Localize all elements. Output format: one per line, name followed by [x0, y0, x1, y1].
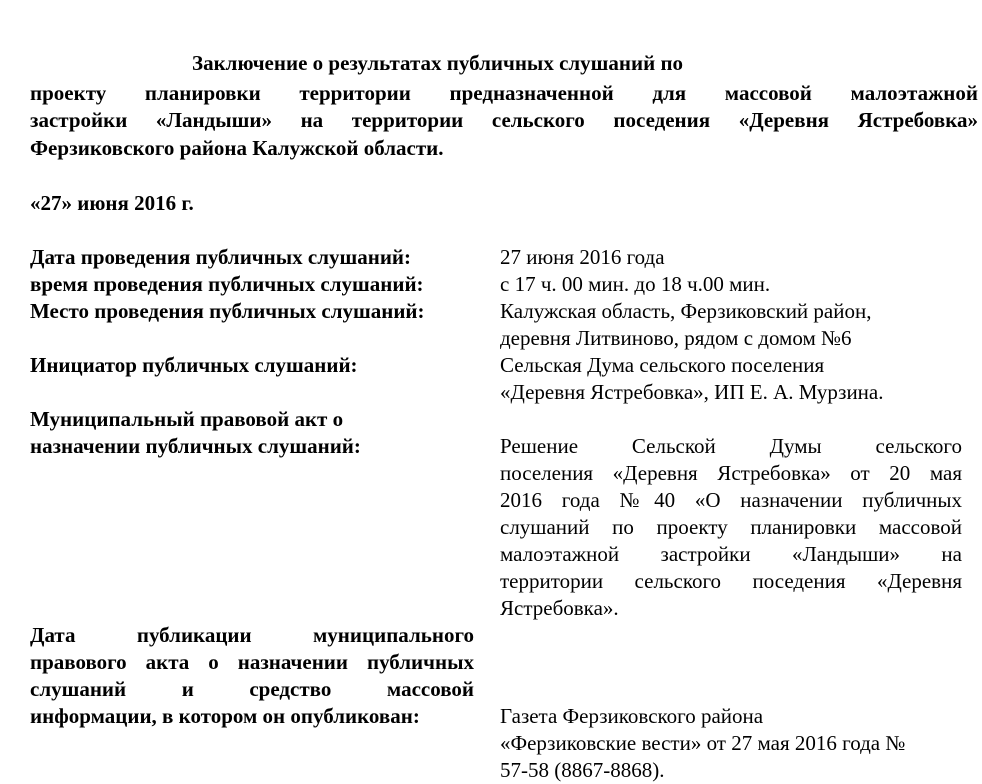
hearing-date-label: Дата проведения публичных слушаний:	[30, 245, 412, 269]
title-line-4: Ферзиковского района Калужской области.	[30, 136, 444, 160]
title-line-1: Заключение о результатах публичных слушаний по	[192, 51, 684, 75]
initiator-value-line-2: «Деревня Ястребовка», ИП Е. А. Мурзина.	[500, 380, 884, 404]
act-label-line-2: назначении публичных слушаний:	[30, 434, 361, 458]
hearing-date-value: 27 июня 2016 года	[500, 245, 665, 269]
title-line-2: проекту планировки территории предназначенной для массовой малоэтажной	[30, 81, 978, 105]
place-value-line-2: деревня Литвиново, рядом с домом №6	[500, 326, 852, 350]
document-date: «27» июня 2016 г.	[30, 191, 194, 215]
act-value-line-4: слушаний по проекту планировки массовой	[500, 515, 962, 539]
pub-label-line-2: правового акта о назначении публичных	[30, 650, 474, 674]
pub-label-line-3: слушаний и средство массовой	[30, 677, 474, 701]
pub-label-line-1: Дата публикации муниципального	[30, 623, 474, 647]
hearing-time-label: время проведения публичных слушаний:	[30, 272, 424, 296]
title-line-3: застройки «Ландыши» на территории сельского поседения «Деревня Ястребовка»	[30, 108, 978, 132]
hearing-time-value: с 17 ч. 00 мин. до 18 ч.00 мин.	[500, 272, 771, 296]
act-value-line-7: Ястребовка».	[500, 596, 619, 620]
act-label-line-1: Муниципальный правовой акт о	[30, 407, 344, 431]
pub-label-line-4: информации, в котором он опубликован:	[30, 704, 420, 728]
act-value-line-6: территории сельского поседения «Деревня	[500, 569, 962, 593]
act-value-line-2: поселения «Деревня Ястребовка» от 20 мая	[500, 461, 962, 485]
initiator-value-line-1: Сельская Дума сельского поселения	[500, 353, 825, 377]
place-value-line-1: Калужская область, Ферзиковский район,	[500, 299, 872, 323]
pub-value-line-2: «Ферзиковские вести» от 27 мая 2016 года №	[500, 731, 906, 755]
place-label: Место проведения публичных слушаний:	[30, 299, 425, 323]
act-value-line-1: Решение Сельской Думы сельского	[500, 434, 962, 458]
pub-value-line-3: 57-58 (8867-8868).	[500, 758, 665, 782]
initiator-label: Инициатор публичных слушаний:	[30, 353, 358, 377]
act-value-line-3: 2016 года №40 «О назначении публичных	[500, 488, 962, 512]
act-value-line-5: малоэтажной застройки «Ландыши» на	[500, 542, 962, 566]
pub-value-line-1: Газета Ферзиковского района	[500, 704, 764, 728]
